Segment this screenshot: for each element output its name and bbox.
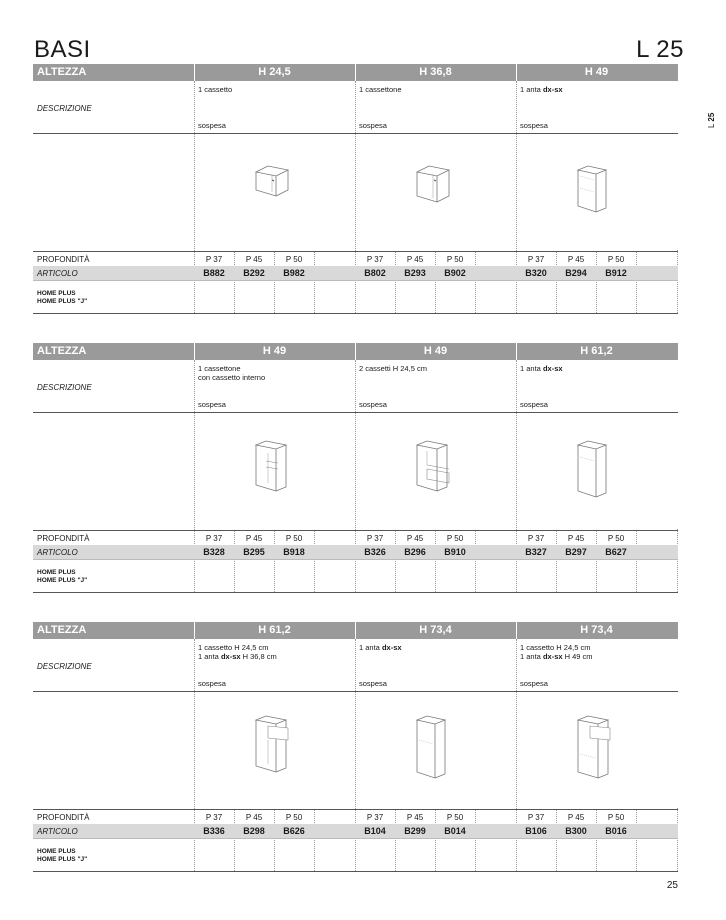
depth-value: P 37	[366, 813, 384, 822]
articolo-label: ARTICOLO	[37, 548, 78, 557]
article-code: B627	[605, 547, 627, 557]
description-line: 1 cassettone	[359, 85, 402, 94]
cabinet-door-tall-icon	[574, 439, 610, 499]
mount-type: sospesa	[198, 679, 226, 688]
article-code: B802	[364, 268, 386, 278]
page-number: 25	[666, 880, 678, 891]
article-code: B294	[565, 268, 587, 278]
article-code: B016	[605, 826, 627, 836]
depth-value: P 45	[406, 534, 424, 543]
subcolumn-divider	[314, 252, 315, 313]
product-table-section	[33, 622, 678, 872]
depth-value: P 45	[245, 534, 263, 543]
mount-type: sospesa	[198, 121, 226, 130]
description-line: 1 anta dx-sx	[359, 643, 402, 652]
article-code: B336	[203, 826, 225, 836]
profondita-label: PROFONDITÀ	[37, 255, 90, 264]
header-bar	[33, 64, 678, 81]
subcolumn-divider	[475, 252, 476, 313]
subcolumn-divider	[314, 810, 315, 871]
depth-value: P 37	[205, 534, 223, 543]
article-code: B299	[404, 826, 426, 836]
depth-value: P 37	[527, 534, 545, 543]
height-label: H 36,8	[419, 66, 452, 78]
tall-cabinet-door-icon	[413, 714, 449, 780]
article-code: B295	[243, 547, 265, 557]
article-code: B918	[283, 547, 305, 557]
mount-type: sospesa	[520, 400, 548, 409]
height-label: H 73,4	[580, 624, 613, 636]
description-line: 1 cassetto H 24,5 cm	[520, 643, 591, 652]
article-code: B296	[404, 547, 426, 557]
row-divider	[33, 838, 678, 839]
article-code: B106	[525, 826, 547, 836]
depth-value: P 45	[245, 813, 263, 822]
articolo-label: ARTICOLO	[37, 827, 78, 836]
row-divider	[33, 133, 678, 134]
article-code: B327	[525, 547, 547, 557]
height-label: H 61,2	[580, 345, 613, 357]
depth-value: P 37	[527, 813, 545, 822]
page-title: BASI	[34, 36, 91, 63]
profondita-label: PROFONDITÀ	[37, 534, 90, 543]
column-divider	[677, 808, 678, 871]
description-line: 1 anta dx-sx H 36,8 cm	[198, 652, 277, 661]
subcolumn-divider	[314, 531, 315, 592]
depth-value: P 37	[527, 255, 545, 264]
depth-value: P 37	[366, 255, 384, 264]
depth-value: P 50	[285, 255, 303, 264]
header-bar	[33, 343, 678, 360]
depth-value: P 50	[607, 813, 625, 822]
depth-value: P 45	[567, 255, 585, 264]
header-bar	[33, 622, 678, 639]
row-divider	[33, 412, 678, 413]
depth-value: P 50	[446, 255, 464, 264]
subcolumn-divider	[475, 810, 476, 871]
row-divider	[33, 592, 678, 593]
article-code: B293	[404, 268, 426, 278]
articolo-label: ARTICOLO	[37, 269, 78, 278]
altezza-label: ALTEZZA	[37, 624, 87, 636]
product-table-section	[33, 343, 678, 593]
depth-value: P 45	[567, 813, 585, 822]
subcolumn-divider	[636, 531, 637, 592]
article-code: B910	[444, 547, 466, 557]
article-code: B104	[364, 826, 386, 836]
article-code: B882	[203, 268, 225, 278]
depth-value: P 45	[567, 534, 585, 543]
mount-type: sospesa	[359, 679, 387, 688]
article-code: B902	[444, 268, 466, 278]
article-code: B912	[605, 268, 627, 278]
description-line: 2 cassetti H 24,5 cm	[359, 364, 427, 373]
depth-value: P 50	[607, 534, 625, 543]
article-code: B326	[364, 547, 386, 557]
article-code: B292	[243, 268, 265, 278]
cabinet-two-drawers-icon	[413, 439, 453, 493]
altezza-label: ALTEZZA	[37, 66, 87, 78]
article-code: B982	[283, 268, 305, 278]
depth-value: P 50	[285, 813, 303, 822]
cabinet-door-icon	[574, 164, 610, 214]
depth-value: P 37	[366, 534, 384, 543]
row-divider	[33, 871, 678, 872]
side-tab-label: L 25	[707, 112, 716, 128]
depth-value: P 50	[446, 534, 464, 543]
mount-type: sospesa	[198, 400, 226, 409]
altezza-label: ALTEZZA	[37, 345, 87, 357]
description-line: con cassetto interno	[198, 373, 266, 382]
height-label: H 24,5	[258, 66, 291, 78]
product-table-section	[33, 64, 678, 314]
row-divider	[33, 251, 678, 252]
cube-drawer-icon	[252, 164, 292, 198]
height-label: H 49	[584, 66, 609, 78]
cabinet-drawer-door-icon	[252, 714, 292, 774]
height-label: H 49	[262, 345, 287, 357]
row-divider	[33, 809, 678, 810]
subcolumn-divider	[636, 810, 637, 871]
depth-value: P 37	[205, 813, 223, 822]
cabinet-drawer-icon	[252, 439, 292, 493]
article-code: B328	[203, 547, 225, 557]
description-line: 1 anta dx-sx	[520, 85, 563, 94]
depth-value: P 37	[205, 255, 223, 264]
description-line: 1 cassetto	[198, 85, 233, 94]
description-line: 1 cassetto H 24,5 cm	[198, 643, 269, 652]
row-divider	[33, 691, 678, 692]
tall-cabinet-drawer-door-icon	[574, 714, 614, 780]
descrizione-label: DESCRIZIONE	[37, 662, 92, 671]
article-code: B297	[565, 547, 587, 557]
article-code: B320	[525, 268, 547, 278]
mount-type: sospesa	[359, 400, 387, 409]
depth-value: P 50	[446, 813, 464, 822]
article-code: B626	[283, 826, 305, 836]
mount-type: sospesa	[520, 679, 548, 688]
article-code: B014	[444, 826, 466, 836]
mount-type: sospesa	[359, 121, 387, 130]
row-divider	[33, 280, 678, 281]
description-line: 1 cassettone	[198, 364, 241, 373]
depth-value: P 50	[607, 255, 625, 264]
descrizione-label: DESCRIZIONE	[37, 383, 92, 392]
depth-value: P 45	[245, 255, 263, 264]
subcolumn-divider	[475, 531, 476, 592]
height-label: H 61,2	[258, 624, 291, 636]
row-divider	[33, 559, 678, 560]
home-plus-label: HOME PLUS HOME PLUS "J"	[37, 848, 88, 863]
profondita-label: PROFONDITÀ	[37, 813, 90, 822]
depth-value: P 45	[406, 813, 424, 822]
column-divider	[677, 250, 678, 313]
height-label: H 73,4	[419, 624, 452, 636]
mount-type: sospesa	[520, 121, 548, 130]
subcolumn-divider	[636, 252, 637, 313]
row-divider	[33, 530, 678, 531]
descrizione-label: DESCRIZIONE	[37, 104, 92, 113]
description-line: 1 anta dx-sx	[520, 364, 563, 373]
cube-drawer-tall-icon	[413, 164, 453, 204]
home-plus-label: HOME PLUS HOME PLUS "J"	[37, 569, 88, 584]
height-label: H 49	[423, 345, 448, 357]
article-code: B300	[565, 826, 587, 836]
depth-value: P 50	[285, 534, 303, 543]
depth-value: P 45	[406, 255, 424, 264]
home-plus-label: HOME PLUS HOME PLUS "J"	[37, 290, 88, 305]
page-code: L 25	[636, 36, 684, 63]
column-divider	[677, 529, 678, 592]
article-code: B298	[243, 826, 265, 836]
row-divider	[33, 313, 678, 314]
description-line: 1 anta dx-sx H 49 cm	[520, 652, 593, 661]
